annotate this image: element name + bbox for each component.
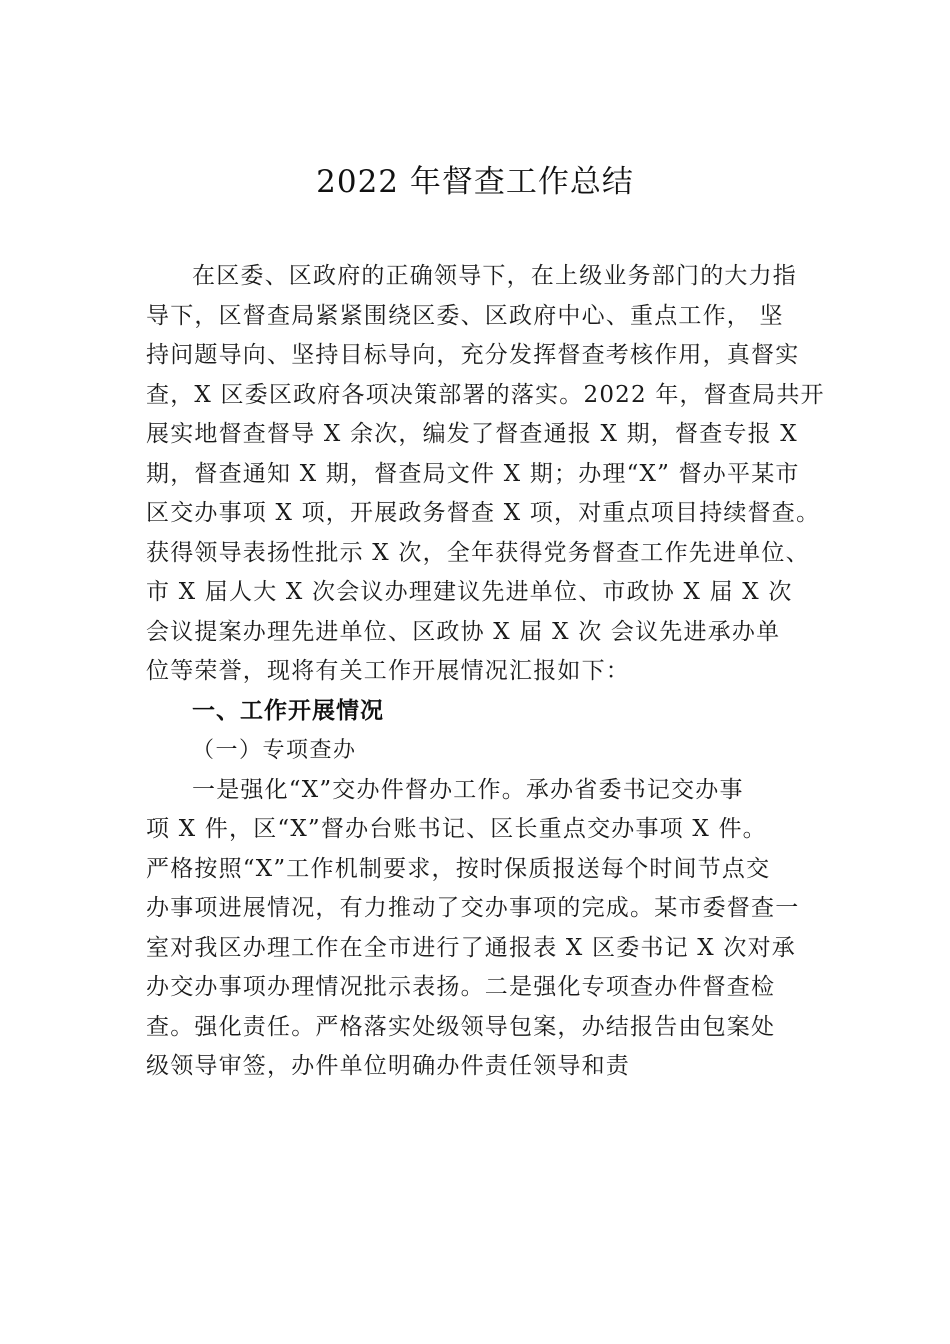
paragraph-line: 期，督查通知 X 期，督查局文件 X 期；办理“X” 督办平某市 xyxy=(146,460,800,487)
paragraph-line: 严格按照“X”工作机制要求，按时保质报送每个时间节点交 xyxy=(146,855,771,882)
document-title: 2022 年督查工作总结 xyxy=(316,164,634,200)
paragraph-line: 持问题导向、坚持目标导向，充分发挥督查考核作用，真督实 xyxy=(146,342,800,368)
document-body xyxy=(146,257,836,1087)
paragraph-line: 获得领导表扬性批示 X 次，全年获得党务督查工作先进单位、 xyxy=(146,539,810,566)
paragraph-line: 项 X 件，区“X”督办台账书记、区长重点交办事项 X 件。 xyxy=(146,816,767,842)
paragraph-line: 办事项进展情况，有力推动了交办事项的完成。某市委督查一 xyxy=(146,895,800,921)
paragraph-line: 查。强化责任。严格落实处级领导包案，办结报告由包案处 xyxy=(146,1013,776,1040)
section-heading: 一、工作开展情况 xyxy=(192,697,384,724)
paragraph-line: 级领导审签，办件单位明确办件责任领导和责 xyxy=(146,1053,630,1079)
subsection-heading: （一）专项查办 xyxy=(192,738,357,763)
paragraph-line: 办交办事项办理情况批示表扬。二是强化专项查办件督查检 xyxy=(146,974,776,1000)
paragraph-line: 展实地督查督导 X 余次，编发了督查通报 X 期，督查专报 X xyxy=(146,421,798,447)
paragraph-line: 室对我区办理工作在全市进行了通报表 X 区委书记 X 次对承 xyxy=(146,934,796,961)
paragraph-line: 市 X 届人大 X 次会议办理建议先进单位、市政协 X 届 X 次 xyxy=(146,579,793,605)
paragraph-line: 导下，区督查局紧紧围绕区委、区政府中心、重点工作， 坚 xyxy=(146,302,784,329)
paragraph-line: 在区委、区政府的正确领导下，在上级业务部门的大力指 xyxy=(192,263,797,289)
paragraph-line: 一是强化“X”交办件督办工作。承办省委书记交办事 xyxy=(192,776,744,803)
paragraph-line: 位等荣誉，现将有关工作开展情况汇报如下： xyxy=(146,658,630,684)
paragraph-line: 区交办事项 X 项，开展政务督查 X 项，对重点项目持续督查。 xyxy=(146,500,821,526)
paragraph-line: 会议提案办理先进单位、区政协 X 届 X 次 会议先进承办单 xyxy=(146,618,781,645)
paragraph-line: 查，X 区委区政府各项决策部署的落实。2022 年，督查局共开 xyxy=(146,381,825,408)
